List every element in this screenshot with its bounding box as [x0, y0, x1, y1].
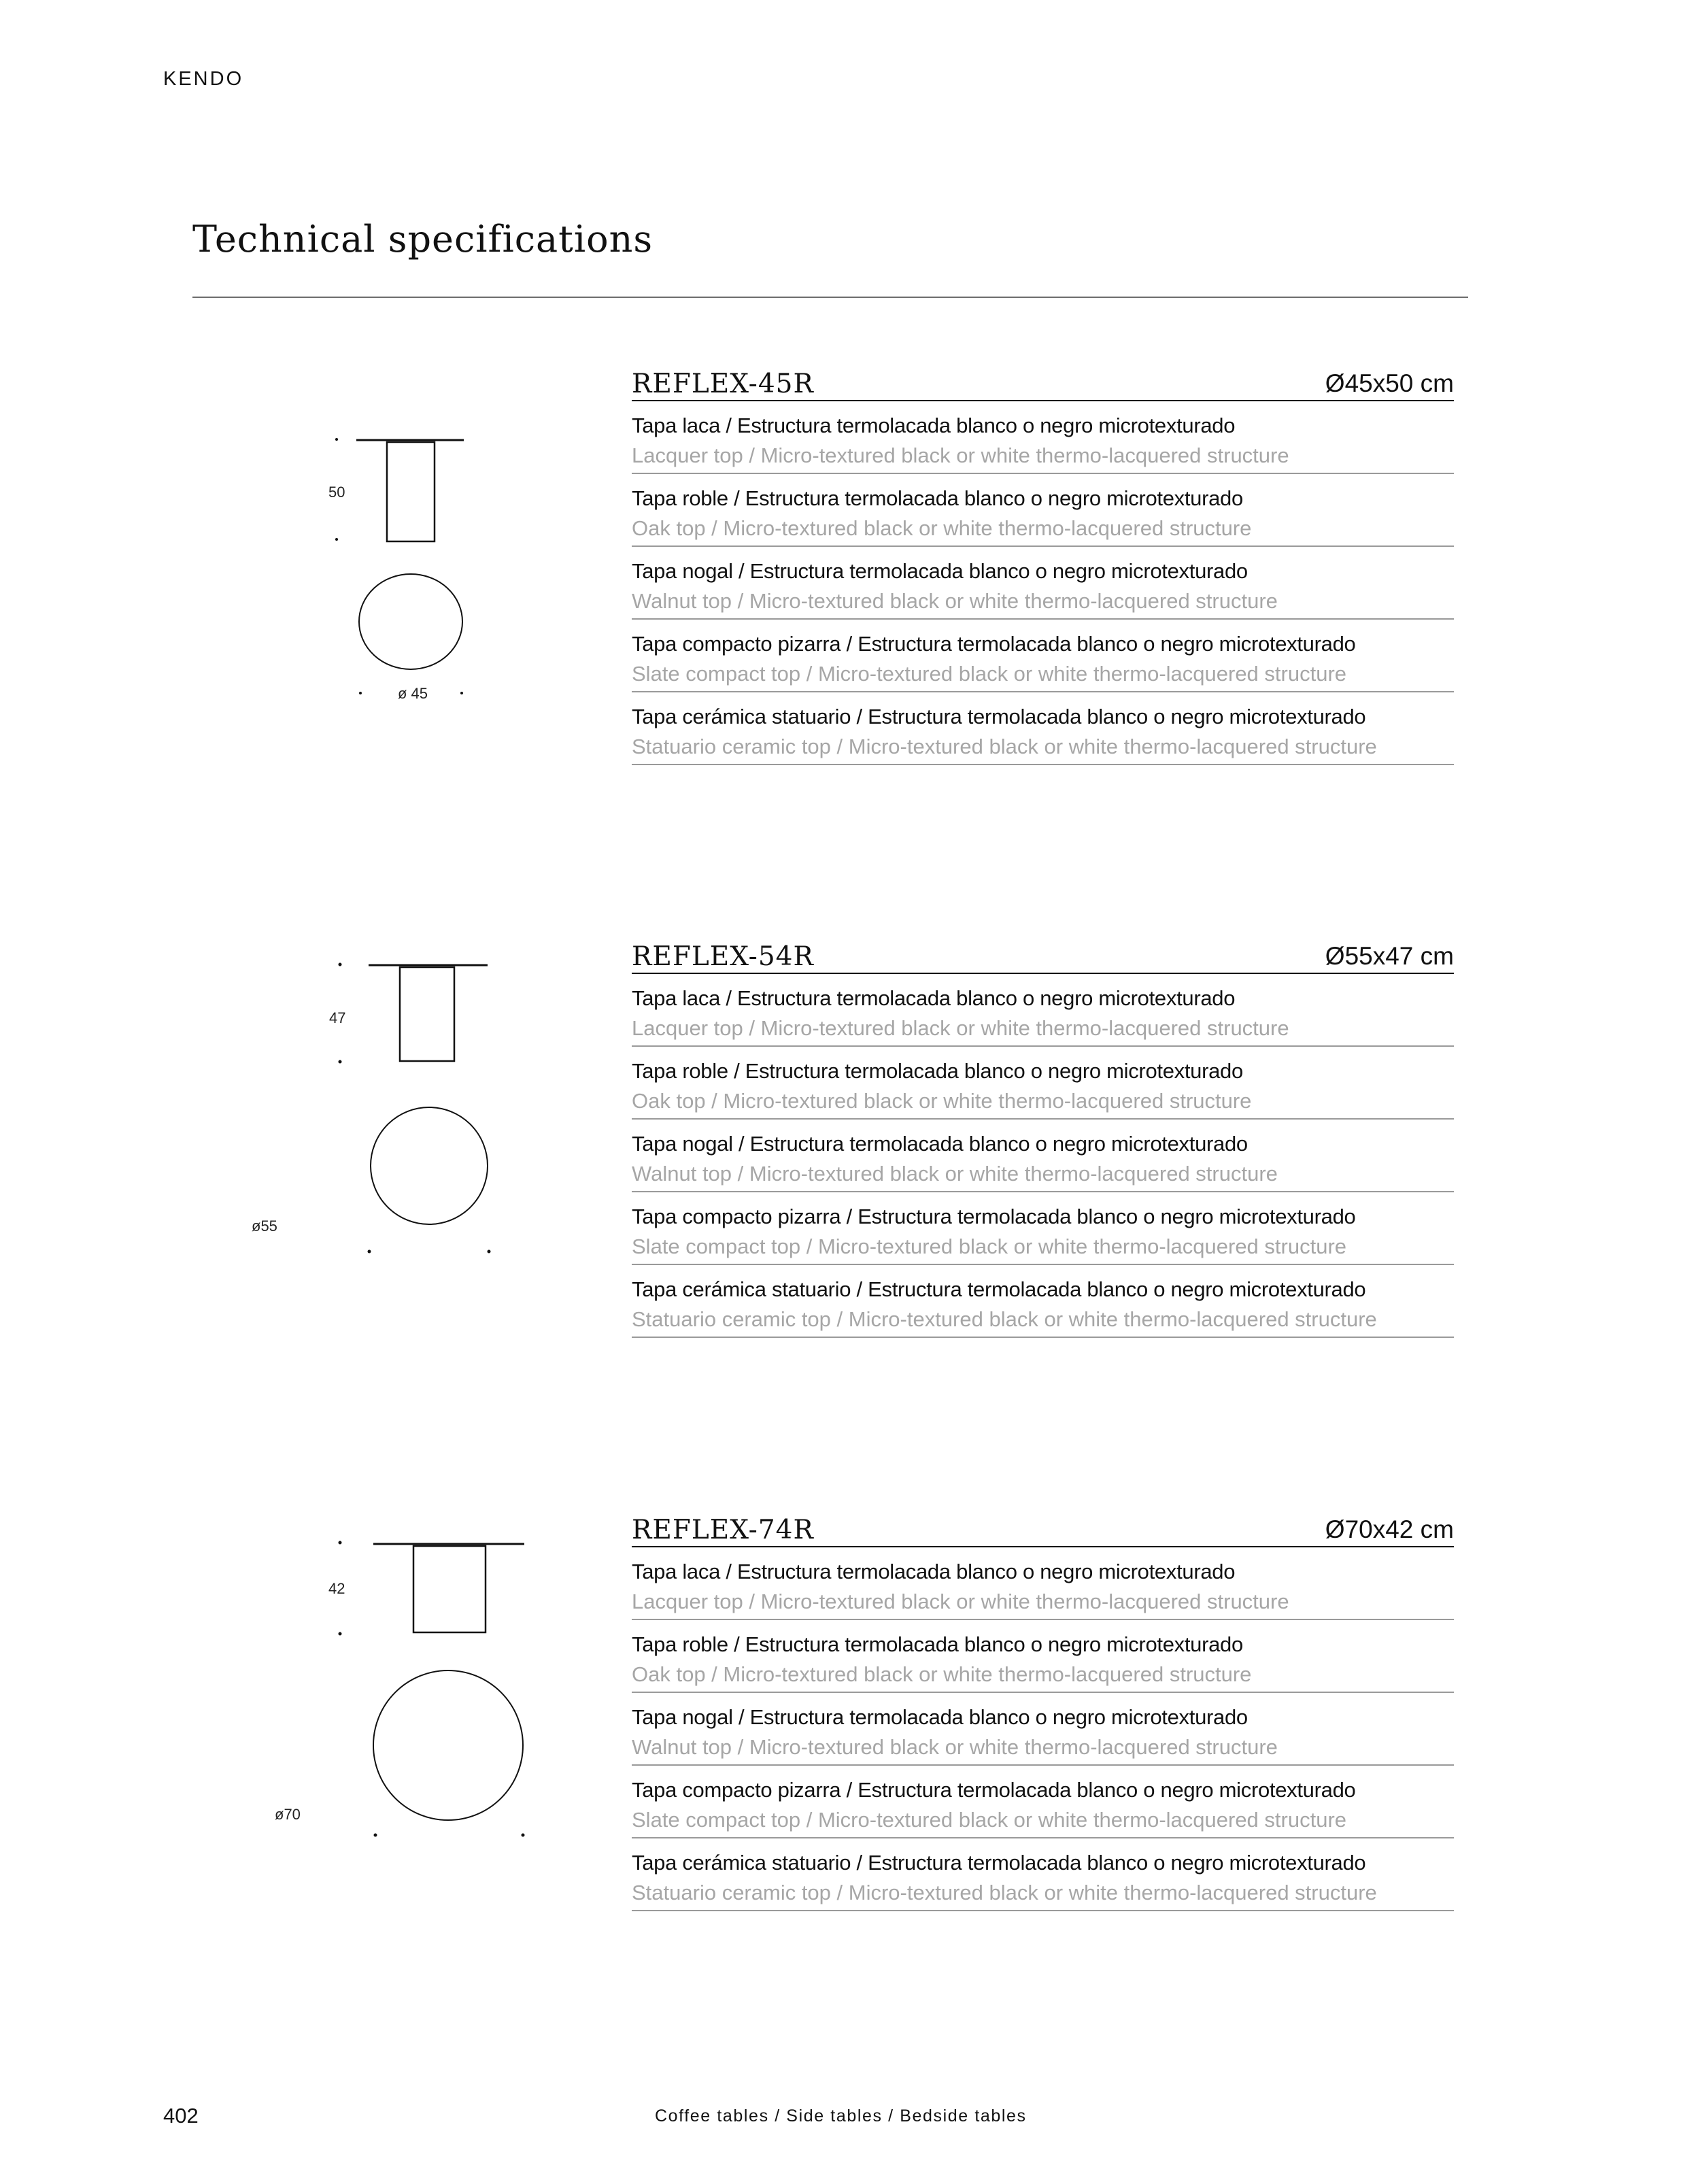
finish-es: Tapa compacto pizarra / Estructura termolacada blanco o negro microtexturado: [632, 1205, 1356, 1228]
finish-row: [632, 1766, 1454, 1838]
finish-row: [632, 692, 1454, 765]
diameter-dimension-label: ø70: [275, 1806, 301, 1823]
dim-tick-dot: [522, 1834, 525, 1837]
finish-row: [632, 401, 1454, 474]
finish-es: Tapa cerámica statuario / Estructura termolacada blanco o negro microtexturado: [632, 1277, 1366, 1301]
dim-tick-dot: [374, 1834, 377, 1837]
finish-row: [632, 474, 1454, 547]
table-top-plan: [359, 574, 462, 669]
product-name: REFLEX-45R: [632, 369, 814, 399]
product-block-reflex-74r: [0, 1505, 1698, 1981]
dim-tick-dot: [339, 1632, 342, 1636]
finish-en: Oak top / Micro-textured black or white thermo-lacquered structure: [632, 1662, 1252, 1686]
finish-es: Tapa cerámica statuario / Estructura termolacada blanco o negro microtexturado: [632, 705, 1366, 728]
finish-list: [632, 1547, 1454, 1911]
finish-es: Tapa nogal / Estructura termolacada blanco o negro microtexturado: [632, 1705, 1248, 1729]
finish-row: [632, 1120, 1454, 1192]
finish-es: Tapa nogal / Estructura termolacada blanco o negro microtexturado: [632, 559, 1248, 583]
finish-row: [632, 620, 1454, 692]
product-name: REFLEX-54R: [632, 941, 814, 972]
dim-tick-dot: [460, 692, 463, 694]
finish-en: Lacquer top / Micro-textured black or white thermo-lacquered structure: [632, 1016, 1289, 1040]
drawing-svg: [0, 1505, 612, 1913]
finish-row: [632, 1838, 1454, 1911]
dim-tick-dot: [359, 692, 362, 694]
dim-tick-dot: [335, 438, 338, 441]
finish-row: [632, 1192, 1454, 1265]
dim-tick-dot: [339, 1541, 342, 1545]
table-base-outline: [400, 967, 454, 1061]
finish-en: Lacquer top / Micro-textured black or white thermo-lacquered structure: [632, 443, 1289, 467]
finish-list: [632, 401, 1454, 765]
product-dimensions: Ø70x42 cm: [1325, 1515, 1454, 1543]
diameter-dimension-label: ø 45: [398, 685, 428, 702]
finish-en: Walnut top / Micro-textured black or white thermo-lacquered structure: [632, 1735, 1278, 1759]
spec-table: [632, 359, 1454, 765]
finish-en: Slate compact top / Micro-textured black or white thermo-lacquered structure: [632, 662, 1347, 686]
drawing-svg: [0, 359, 612, 767]
finish-es: Tapa laca / Estructura termolacada blanco o negro microtexturado: [632, 1560, 1236, 1583]
finish-row: [632, 1620, 1454, 1693]
dim-tick-dot: [339, 1060, 342, 1064]
spec-header: [632, 932, 1454, 974]
spec-table: [632, 1505, 1454, 1911]
finish-es: Tapa compacto pizarra / Estructura termolacada blanco o negro microtexturado: [632, 1778, 1356, 1802]
dim-tick-dot: [368, 1250, 371, 1254]
technical-drawing: [0, 359, 612, 835]
height-dimension-label: 50: [328, 484, 345, 501]
finish-en: Slate compact top / Micro-textured black or white thermo-lacquered structure: [632, 1808, 1347, 1832]
finish-en: Slate compact top / Micro-textured black or white thermo-lacquered structure: [632, 1234, 1347, 1258]
finish-es: Tapa roble / Estructura termolacada blanco o negro microtexturado: [632, 1632, 1243, 1656]
product-block-reflex-45r: [0, 359, 1698, 835]
brand-name: KENDO: [163, 68, 244, 90]
finish-es: Tapa cerámica statuario / Estructura termolacada blanco o negro microtexturado: [632, 1851, 1366, 1875]
product-dimensions: Ø55x47 cm: [1325, 942, 1454, 970]
finish-en: Walnut top / Micro-textured black or white thermo-lacquered structure: [632, 1162, 1278, 1186]
finish-es: Tapa roble / Estructura termolacada blanco o negro microtexturado: [632, 1059, 1243, 1083]
finish-row: [632, 1265, 1454, 1338]
finish-en: Statuario ceramic top / Micro-textured black or white thermo-lacquered structure: [632, 1307, 1377, 1331]
spec-header: [632, 1505, 1454, 1547]
finish-row: [632, 547, 1454, 620]
technical-drawing: [0, 932, 612, 1408]
product-block-reflex-54r: [0, 932, 1698, 1408]
finish-en: Oak top / Micro-textured black or white thermo-lacquered structure: [632, 516, 1252, 540]
finish-en: Statuario ceramic top / Micro-textured black or white thermo-lacquered structure: [632, 735, 1377, 758]
finish-list: [632, 974, 1454, 1338]
product-name: REFLEX-74R: [632, 1515, 814, 1545]
dim-tick-dot: [339, 963, 342, 967]
page-number: 402: [163, 2104, 199, 2128]
finish-row: [632, 1693, 1454, 1766]
dim-tick-dot: [488, 1250, 491, 1254]
dim-tick-dot: [335, 538, 338, 541]
drawing-svg: [0, 932, 612, 1340]
finish-row: [632, 1547, 1454, 1620]
page-title: Technical specifications: [192, 218, 653, 261]
product-dimensions: Ø45x50 cm: [1325, 369, 1454, 397]
finish-row: [632, 974, 1454, 1047]
finish-es: Tapa laca / Estructura termolacada blanco o negro microtexturado: [632, 986, 1236, 1010]
spec-table: [632, 932, 1454, 1338]
finish-en: Lacquer top / Micro-textured black or white thermo-lacquered structure: [632, 1590, 1289, 1613]
diameter-dimension-label: ø55: [252, 1217, 277, 1234]
height-dimension-label: 47: [329, 1009, 346, 1026]
finish-en: Walnut top / Micro-textured black or white thermo-lacquered structure: [632, 589, 1278, 613]
table-base-outline: [387, 442, 435, 541]
finish-es: Tapa nogal / Estructura termolacada blanco o negro microtexturado: [632, 1132, 1248, 1156]
table-base-outline: [413, 1546, 486, 1632]
finish-en: Statuario ceramic top / Micro-textured black or white thermo-lacquered structure: [632, 1881, 1377, 1904]
table-top-plan: [371, 1107, 488, 1224]
finish-row: [632, 1047, 1454, 1120]
footer-section-label: Coffee tables / Side tables / Bedside tables: [655, 2106, 1027, 2126]
finish-en: Oak top / Micro-textured black or white thermo-lacquered structure: [632, 1089, 1252, 1113]
title-divider: [192, 297, 1468, 298]
finish-es: Tapa laca / Estructura termolacada blanco o negro microtexturado: [632, 414, 1236, 437]
table-top-plan: [373, 1670, 523, 1820]
spec-header: [632, 359, 1454, 401]
technical-drawing: [0, 1505, 612, 1981]
finish-es: Tapa compacto pizarra / Estructura termolacada blanco o negro microtexturado: [632, 632, 1356, 656]
height-dimension-label: 42: [328, 1580, 345, 1597]
finish-es: Tapa roble / Estructura termolacada blanco o negro microtexturado: [632, 486, 1243, 510]
